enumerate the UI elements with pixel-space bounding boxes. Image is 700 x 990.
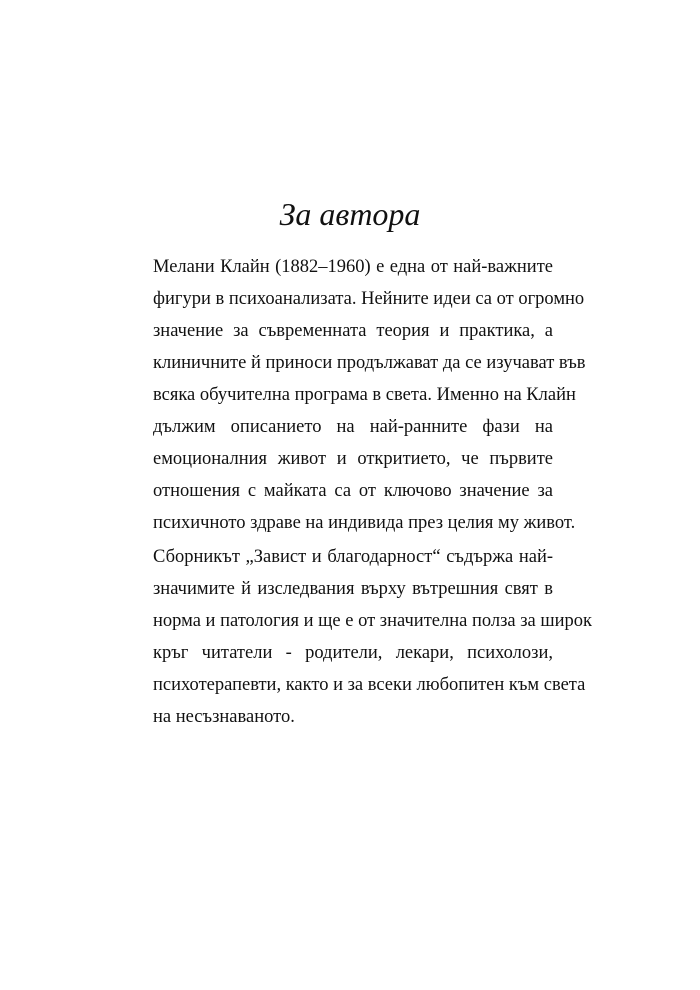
text-line: значение за съвременната теория и практика, а [153, 321, 553, 341]
text-line: норма и патология и ще е от значителна полза за широк [153, 611, 593, 631]
text-line: емоционалния живот и откритието, че първите [153, 449, 553, 469]
text-line: дължим описанието на най-ранните фази на [153, 417, 553, 437]
text-line: Мелани Клайн (1882–1960) е една от най-важните [153, 257, 553, 277]
text-line: клиничните й приноси продължават да се изучават във [153, 353, 586, 373]
text-line: фигури в психоанализата. Нейните идеи са от огромно [153, 289, 585, 309]
text-line: психотерапевти, както и за всеки любопитен към света [153, 675, 586, 695]
text-line: отношения с майката са от ключово значение за [153, 481, 553, 501]
text-line: всяка обучителна програма в света. Именно на Клайн [153, 385, 576, 405]
text-line: кръг читатели - родители, лекари, психолози, [153, 643, 553, 663]
text-line: психичното здраве на индивида през целия му живот. [153, 513, 576, 533]
text-line: на несъзнаваното. [153, 707, 295, 727]
page-title: За автора [279, 196, 421, 232]
text-line: Сборникът „Завист и благодарност“ съдържа най- [153, 547, 553, 567]
text-line: значимите й изследвания върху вътрешния свят в [153, 579, 553, 599]
